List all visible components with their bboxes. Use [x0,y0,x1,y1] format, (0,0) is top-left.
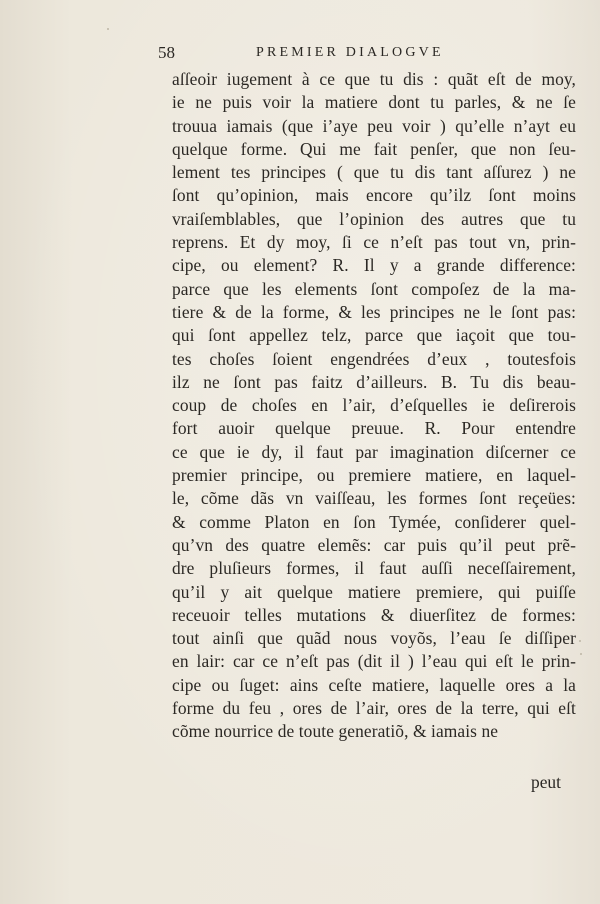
text-line: aſſeoir iugement à ce que tu dis : quãt eſt de moy, [172,69,576,89]
text-line: cipe, ou element? R. Il y a grande difference: [172,255,576,276]
text-line: qu’vn des quatre elemẽs: car puis qu’il peut prẽ- [172,534,576,555]
text-line: parce que les elements ſont compoſez de la ma- [172,278,576,299]
text-line: qu’il y ait quelque matiere premiere, qui puiſſe [172,581,576,602]
text-line: trouua iamais (que i’aye peu voir ) qu’elle n’ayt eu [172,115,576,136]
text-line: receuoir telles mutations & diuerſitez de formes: [172,604,576,625]
running-title: PREMIER DIALOGVE [256,45,444,60]
text-line: fort auoir quelque preuue. R. Pour entendre [172,418,576,439]
text-line: tiere & de la forme, & les principes ne le ſont pas: [172,301,576,322]
text-line: ie ne puis voir la matiere dont tu parles, & ne ſe [172,92,576,113]
catchword: peut [531,772,561,792]
text-line: quelque forme. Qui me fait penſer, que non ſeu- [172,138,576,159]
paper-speck [579,640,581,642]
text-line: & comme Platon en ſon Tymée, conſiderer quel- [172,511,576,532]
text-line: cõme nourrice de toute generatiõ, & iamais ne [172,721,499,742]
text-line: forme du feu , ores de l’air, ores de la terre, qui eſt [172,698,576,719]
text-line: dre pluſieurs formes, il faut auſſi neceſſairement, [172,558,576,579]
text-line: ilz ne ſont pas faitz d’ailleurs. B. Tu dis beau- [172,371,576,392]
text-line: lement tes principes ( que tu dis tant aſſurez ) ne [172,162,576,183]
text-line: coup de choſes en l’air, d’eſquelles ie deſirerois [172,395,576,416]
text-line: premier principe, ou premiere matiere, en laquel- [172,465,576,486]
text-line: reprens. Et dy moy, ſi ce n’eſt pas tout vn, prin- [172,232,576,253]
text-line: ce que ie dy, il faut par imagination diſcerner ce [172,441,576,462]
paper-speck [107,28,109,30]
text-line: vraiſemblables, que l’opinion des autres que tu [172,208,576,229]
text-line: le, cõme dãs vn vaiſſeau, les formes ſont reçeües: [172,488,576,509]
body-text [172,68,576,744]
text-line: tout ainſi que quãd nous voyõs, l’eau ſe diſſiper [172,628,576,649]
text-line: ſont qu’opinion, mais encore qu’ilz ſont moins [172,185,576,206]
text-line: tes choſes ſoient engendrées d’eux , toutesfois [172,348,576,369]
page-number: 58 [158,43,175,62]
text-line: en lair: car ce n’eſt pas (dit il ) l’eau qui eſt le prin- [172,651,576,672]
running-head [158,43,503,67]
text-line: qui ſont appellez telz, parce que iaçoit que tou- [172,325,576,346]
paper-speck [580,653,582,655]
text-line: cipe ou ſuget: ains ceſte matiere, laquelle ores a la [172,674,576,695]
